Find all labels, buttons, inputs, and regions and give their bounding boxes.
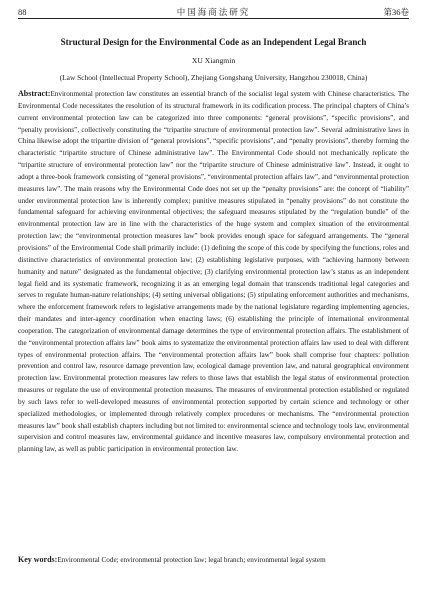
- author-affiliation: (Law School (Intellectual Property School), Zhejiang Gongshang University, Hangzhou 230018, China): [59, 73, 368, 82]
- article-title: Structural Design for the Environmental Code as an Independent Legal Branch: [60, 37, 367, 47]
- abstract: [18, 88, 409, 554]
- abstract-text: Environmental protection law constitutes an essential branch of the socialist legal system with Chinese characteristics. The Environmental Code necessitates the resolution of its structural framework in its codification process. The principal chapters of China’s current environmental protection law can be categorized into three components: “general provisions”, “specific provisions”, and “penalty provisions”, collectively constituting the “tripartite structure of environmental protection law”. Several administrative laws in China likewise adopt the tripartite division of “general provisions”, “specific provisions”, and “penalty provisions”, thereby forming the characteristic “tripartite structure of Chinese administrative law”. The Environmental Code should not mechanically replicate the “tripartite structure of environmental protection law” nor the “tripartite structure of Chinese administrative law”. Instead, it ought to adopt a three-book framework consisting of “general provisions”, “environmental protection affairs law”, and “environmental protection measures law”. The main reasons why the Environmental Code does not set up the “penalty provisions” are: the concept of “liability” under environmental protection law is inherently complex; punitive measures stipulated in “penalty provisions” do not constitute the fundamental safeguard for achieving environmental objectives; the safeguard measures stipulated by the “regulation bundle” of the environmental protection law are in line with the characteristics of the huge system and complex situation of the environmental protection law; the “environmental protection measures law” book provides enough space for safeguard arrangements. The “general provisions” of the Environmental Code shall primarily include: (1) defining the scope of this code by specifying the functions, roles and distinctive characteristics of environmental protection law; (2) establishing legislative purposes, with “achieving harmony between humanity and nature” designated as the fundamental objective; (3) clarifying environmental protection law’s status as an independent legal field and its systematic framework, recognizing it as an emerging legal domain that transcends traditional legal categories and serves to regulate human-nature relationships; (4) setting universal obligations; (5) stipulating enforcement authorities and mechanisms, where the enforcement framework refers to legislative arrangements made by the national legislature regarding implementing agencies, their mandates and inter-agency coordination when enacting laws; (6) establishing the principle of international environmental cooperation. The categorization of environmental damage determines the type of environmental protection affairs. The establishment of the “environmental protection affairs law” book aims to systematize the environmental protection affairs law used to deal with different types of environmental protection affairs. The “environmental protection affairs law” book shall comprise four chapters: pollution prevention and control law, resource damage prevention law, ecological damage prevention law, and natural geographical environment protection law. Environmental protection measures law refers to those laws that establish the legal status of environmental protection measures or regulate the use of environmental protection measures. The measures of environmental protection established or regulated by such laws refer to well-developed measures of environmental protection supported by certain science and technology or other specialized methodologies, or implemented through relatively complex procedures or mechanisms. The “environmental protection measures law” book shall establish chapters including but not limited to: environmental science and technology tools law, environmental supervision and control measures law, environmental guidance and incentive measures law, compulsory environmental protection and planning law, as well as public participation in environmental protection law.: [18, 90, 409, 454]
- keywords-label: Key words:: [18, 555, 58, 564]
- abstract-label: Abstract:: [18, 89, 51, 98]
- keywords-text: Environmental Code; environmental protection law; legal branch; environmental legal system: [57, 556, 326, 564]
- journal-name: 中国海商法研究: [176, 7, 251, 17]
- page-number: 88: [18, 7, 27, 17]
- running-header: [18, 6, 409, 19]
- volume-number: 第36卷: [383, 7, 409, 17]
- keywords: [18, 554, 409, 567]
- article-author: XU Xiangmin: [191, 56, 236, 65]
